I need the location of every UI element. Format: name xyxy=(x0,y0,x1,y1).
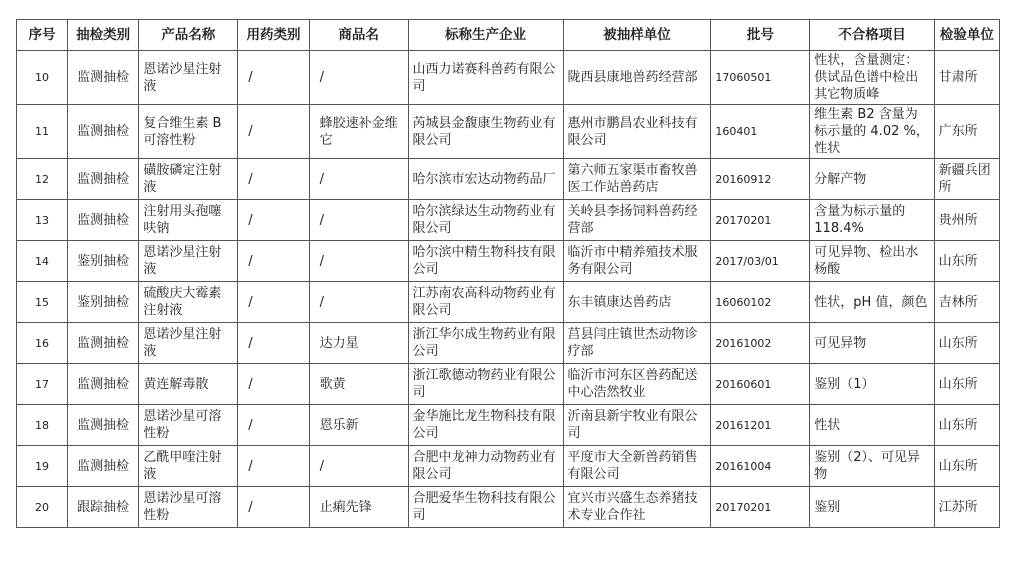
cell-category: 监测抽检 xyxy=(67,105,138,159)
cell-brand: / xyxy=(309,200,408,241)
col-header-product: 产品名称 xyxy=(139,20,238,51)
cell-failed-items: 可见异物、检出水杨酸 xyxy=(810,241,934,282)
table-row xyxy=(17,405,1000,446)
cell-failed-items: 分解产物 xyxy=(810,159,934,200)
table-row xyxy=(17,446,1000,487)
cell-lab: 山东所 xyxy=(934,364,999,405)
table-row xyxy=(17,323,1000,364)
cell-sampled-unit: 惠州市鹏昌农业科技有限公司 xyxy=(563,105,711,159)
table-row xyxy=(17,51,1000,105)
cell-sampled-unit: 临沂市河东区兽药配送中心浩然牧业 xyxy=(563,364,711,405)
cell-usage: / xyxy=(238,405,309,446)
cell-manufacturer: 哈尔滨市宏达动物药品厂 xyxy=(408,159,563,200)
cell-category: 监测抽检 xyxy=(67,159,138,200)
cell-sampled-unit: 沂南县新宇牧业有限公司 xyxy=(563,405,711,446)
cell-batch: 2017/03/01 xyxy=(711,241,810,282)
col-header-lab: 检验单位 xyxy=(934,20,999,51)
cell-usage: / xyxy=(238,241,309,282)
cell-brand: / xyxy=(309,51,408,105)
cell-product: 乙酰甲喹注射液 xyxy=(139,446,238,487)
table-body xyxy=(17,51,1000,528)
cell-batch: 16060102 xyxy=(711,282,810,323)
cell-failed-items: 性状，pH 值，颜色 xyxy=(810,282,934,323)
cell-category: 跟踪抽检 xyxy=(67,487,138,528)
cell-category: 监测抽检 xyxy=(67,323,138,364)
col-header-usage: 用药类别 xyxy=(238,20,309,51)
cell-usage: / xyxy=(238,446,309,487)
cell-index: 15 xyxy=(17,282,68,323)
cell-manufacturer: 江苏南农高科动物药业有限公司 xyxy=(408,282,563,323)
cell-failed-items: 性状，含量测定：供试品色谱中检出其它物质峰 xyxy=(810,51,934,105)
cell-brand: 止痢先锋 xyxy=(309,487,408,528)
table-row xyxy=(17,105,1000,159)
cell-product: 硫酸庆大霉素注射液 xyxy=(139,282,238,323)
cell-product: 磺胺磷定注射液 xyxy=(139,159,238,200)
cell-brand: / xyxy=(309,446,408,487)
cell-category: 监测抽检 xyxy=(67,51,138,105)
cell-index: 12 xyxy=(17,159,68,200)
cell-usage: / xyxy=(238,364,309,405)
cell-manufacturer: 哈尔滨绿达生动物药业有限公司 xyxy=(408,200,563,241)
cell-batch: 20161004 xyxy=(711,446,810,487)
table-row xyxy=(17,241,1000,282)
cell-manufacturer: 山西力诺赛科兽药有限公司 xyxy=(408,51,563,105)
cell-brand: 达力星 xyxy=(309,323,408,364)
cell-usage: / xyxy=(238,323,309,364)
cell-index: 14 xyxy=(17,241,68,282)
cell-category: 鉴别抽检 xyxy=(67,282,138,323)
cell-manufacturer: 金华施比龙生物科技有限公司 xyxy=(408,405,563,446)
cell-sampled-unit: 东丰镇康达兽药店 xyxy=(563,282,711,323)
cell-index: 17 xyxy=(17,364,68,405)
cell-failed-items: 可见异物 xyxy=(810,323,934,364)
cell-batch: 160401 xyxy=(711,105,810,159)
cell-lab: 山东所 xyxy=(934,241,999,282)
cell-index: 20 xyxy=(17,487,68,528)
cell-category: 监测抽检 xyxy=(67,405,138,446)
col-header-brand: 商品名 xyxy=(309,20,408,51)
cell-manufacturer: 合肥爱华生物科技有限公司 xyxy=(408,487,563,528)
cell-brand: 蜂胶速补金维它 xyxy=(309,105,408,159)
cell-lab: 山东所 xyxy=(934,446,999,487)
cell-index: 11 xyxy=(17,105,68,159)
cell-brand: 恩乐新 xyxy=(309,405,408,446)
inspection-table xyxy=(16,19,1000,528)
col-header-category: 抽检类别 xyxy=(67,20,138,51)
cell-product: 复合维生素 B可溶性粉 xyxy=(139,105,238,159)
cell-product: 恩诺沙星注射液 xyxy=(139,323,238,364)
cell-brand: / xyxy=(309,241,408,282)
cell-batch: 17060501 xyxy=(711,51,810,105)
table-row xyxy=(17,159,1000,200)
cell-category: 监测抽检 xyxy=(67,364,138,405)
cell-failed-items: 鉴别（2）、可见异物 xyxy=(810,446,934,487)
table-row xyxy=(17,364,1000,405)
header-row xyxy=(17,20,1000,51)
cell-category: 鉴别抽检 xyxy=(67,241,138,282)
cell-product: 黄连解毒散 xyxy=(139,364,238,405)
table-row xyxy=(17,200,1000,241)
cell-sampled-unit: 陇西县康地兽药经营部 xyxy=(563,51,711,105)
cell-batch: 20170201 xyxy=(711,487,810,528)
cell-failed-items: 鉴别 xyxy=(810,487,934,528)
cell-lab: 甘肃所 xyxy=(934,51,999,105)
cell-failed-items: 鉴别（1） xyxy=(810,364,934,405)
cell-batch: 20161201 xyxy=(711,405,810,446)
cell-lab: 山东所 xyxy=(934,405,999,446)
cell-index: 10 xyxy=(17,51,68,105)
cell-index: 19 xyxy=(17,446,68,487)
cell-index: 16 xyxy=(17,323,68,364)
cell-category: 监测抽检 xyxy=(67,446,138,487)
cell-lab: 贵州所 xyxy=(934,200,999,241)
cell-usage: / xyxy=(238,159,309,200)
cell-sampled-unit: 宜兴市兴盛生态养猪技术专业合作社 xyxy=(563,487,711,528)
cell-usage: / xyxy=(238,487,309,528)
col-header-index: 序号 xyxy=(17,20,68,51)
cell-usage: / xyxy=(238,282,309,323)
col-header-manufacturer: 标称生产企业 xyxy=(408,20,563,51)
cell-manufacturer: 哈尔滨中精生物科技有限公司 xyxy=(408,241,563,282)
cell-sampled-unit: 莒县闫庄镇世杰动物诊疗部 xyxy=(563,323,711,364)
cell-product: 注射用头孢噻呋钠 xyxy=(139,200,238,241)
cell-index: 18 xyxy=(17,405,68,446)
cell-manufacturer: 芮城县金馥康生物药业有限公司 xyxy=(408,105,563,159)
cell-sampled-unit: 关岭县李扬饲料兽药经营部 xyxy=(563,200,711,241)
cell-lab: 广东所 xyxy=(934,105,999,159)
cell-index: 13 xyxy=(17,200,68,241)
cell-manufacturer: 浙江华尔成生物药业有限公司 xyxy=(408,323,563,364)
cell-usage: / xyxy=(238,200,309,241)
cell-batch: 20170201 xyxy=(711,200,810,241)
cell-batch: 20161002 xyxy=(711,323,810,364)
cell-product: 恩诺沙星可溶性粉 xyxy=(139,405,238,446)
cell-brand: / xyxy=(309,282,408,323)
cell-lab: 江苏所 xyxy=(934,487,999,528)
cell-sampled-unit: 平度市大全新兽药销售有限公司 xyxy=(563,446,711,487)
table-row xyxy=(17,282,1000,323)
cell-failed-items: 维生素 B2 含量为标示量的 4.02 %，性状 xyxy=(810,105,934,159)
cell-usage: / xyxy=(238,51,309,105)
cell-lab: 吉林所 xyxy=(934,282,999,323)
cell-brand: 歌黄 xyxy=(309,364,408,405)
col-header-batch: 批号 xyxy=(711,20,810,51)
cell-failed-items: 含量为标示量的 118.4% xyxy=(810,200,934,241)
col-header-failed-items: 不合格项目 xyxy=(810,20,934,51)
cell-sampled-unit: 临沂市中精养殖技术服务有限公司 xyxy=(563,241,711,282)
cell-category: 监测抽检 xyxy=(67,200,138,241)
cell-lab: 山东所 xyxy=(934,323,999,364)
table-row xyxy=(17,487,1000,528)
cell-batch: 20160601 xyxy=(711,364,810,405)
cell-usage: / xyxy=(238,105,309,159)
col-header-sampled-unit: 被抽样单位 xyxy=(563,20,711,51)
cell-batch: 20160912 xyxy=(711,159,810,200)
cell-brand: / xyxy=(309,159,408,200)
cell-failed-items: 性状 xyxy=(810,405,934,446)
cell-sampled-unit: 第六师五家渠市畜牧兽医工作站兽药店 xyxy=(563,159,711,200)
cell-lab: 新疆兵团所 xyxy=(934,159,999,200)
cell-product: 恩诺沙星注射液 xyxy=(139,241,238,282)
cell-product: 恩诺沙星可溶性粉 xyxy=(139,487,238,528)
cell-manufacturer: 浙江歌德动物药业有限公司 xyxy=(408,364,563,405)
cell-product: 恩诺沙星注射液 xyxy=(139,51,238,105)
cell-manufacturer: 合肥中龙神力动物药业有限公司 xyxy=(408,446,563,487)
